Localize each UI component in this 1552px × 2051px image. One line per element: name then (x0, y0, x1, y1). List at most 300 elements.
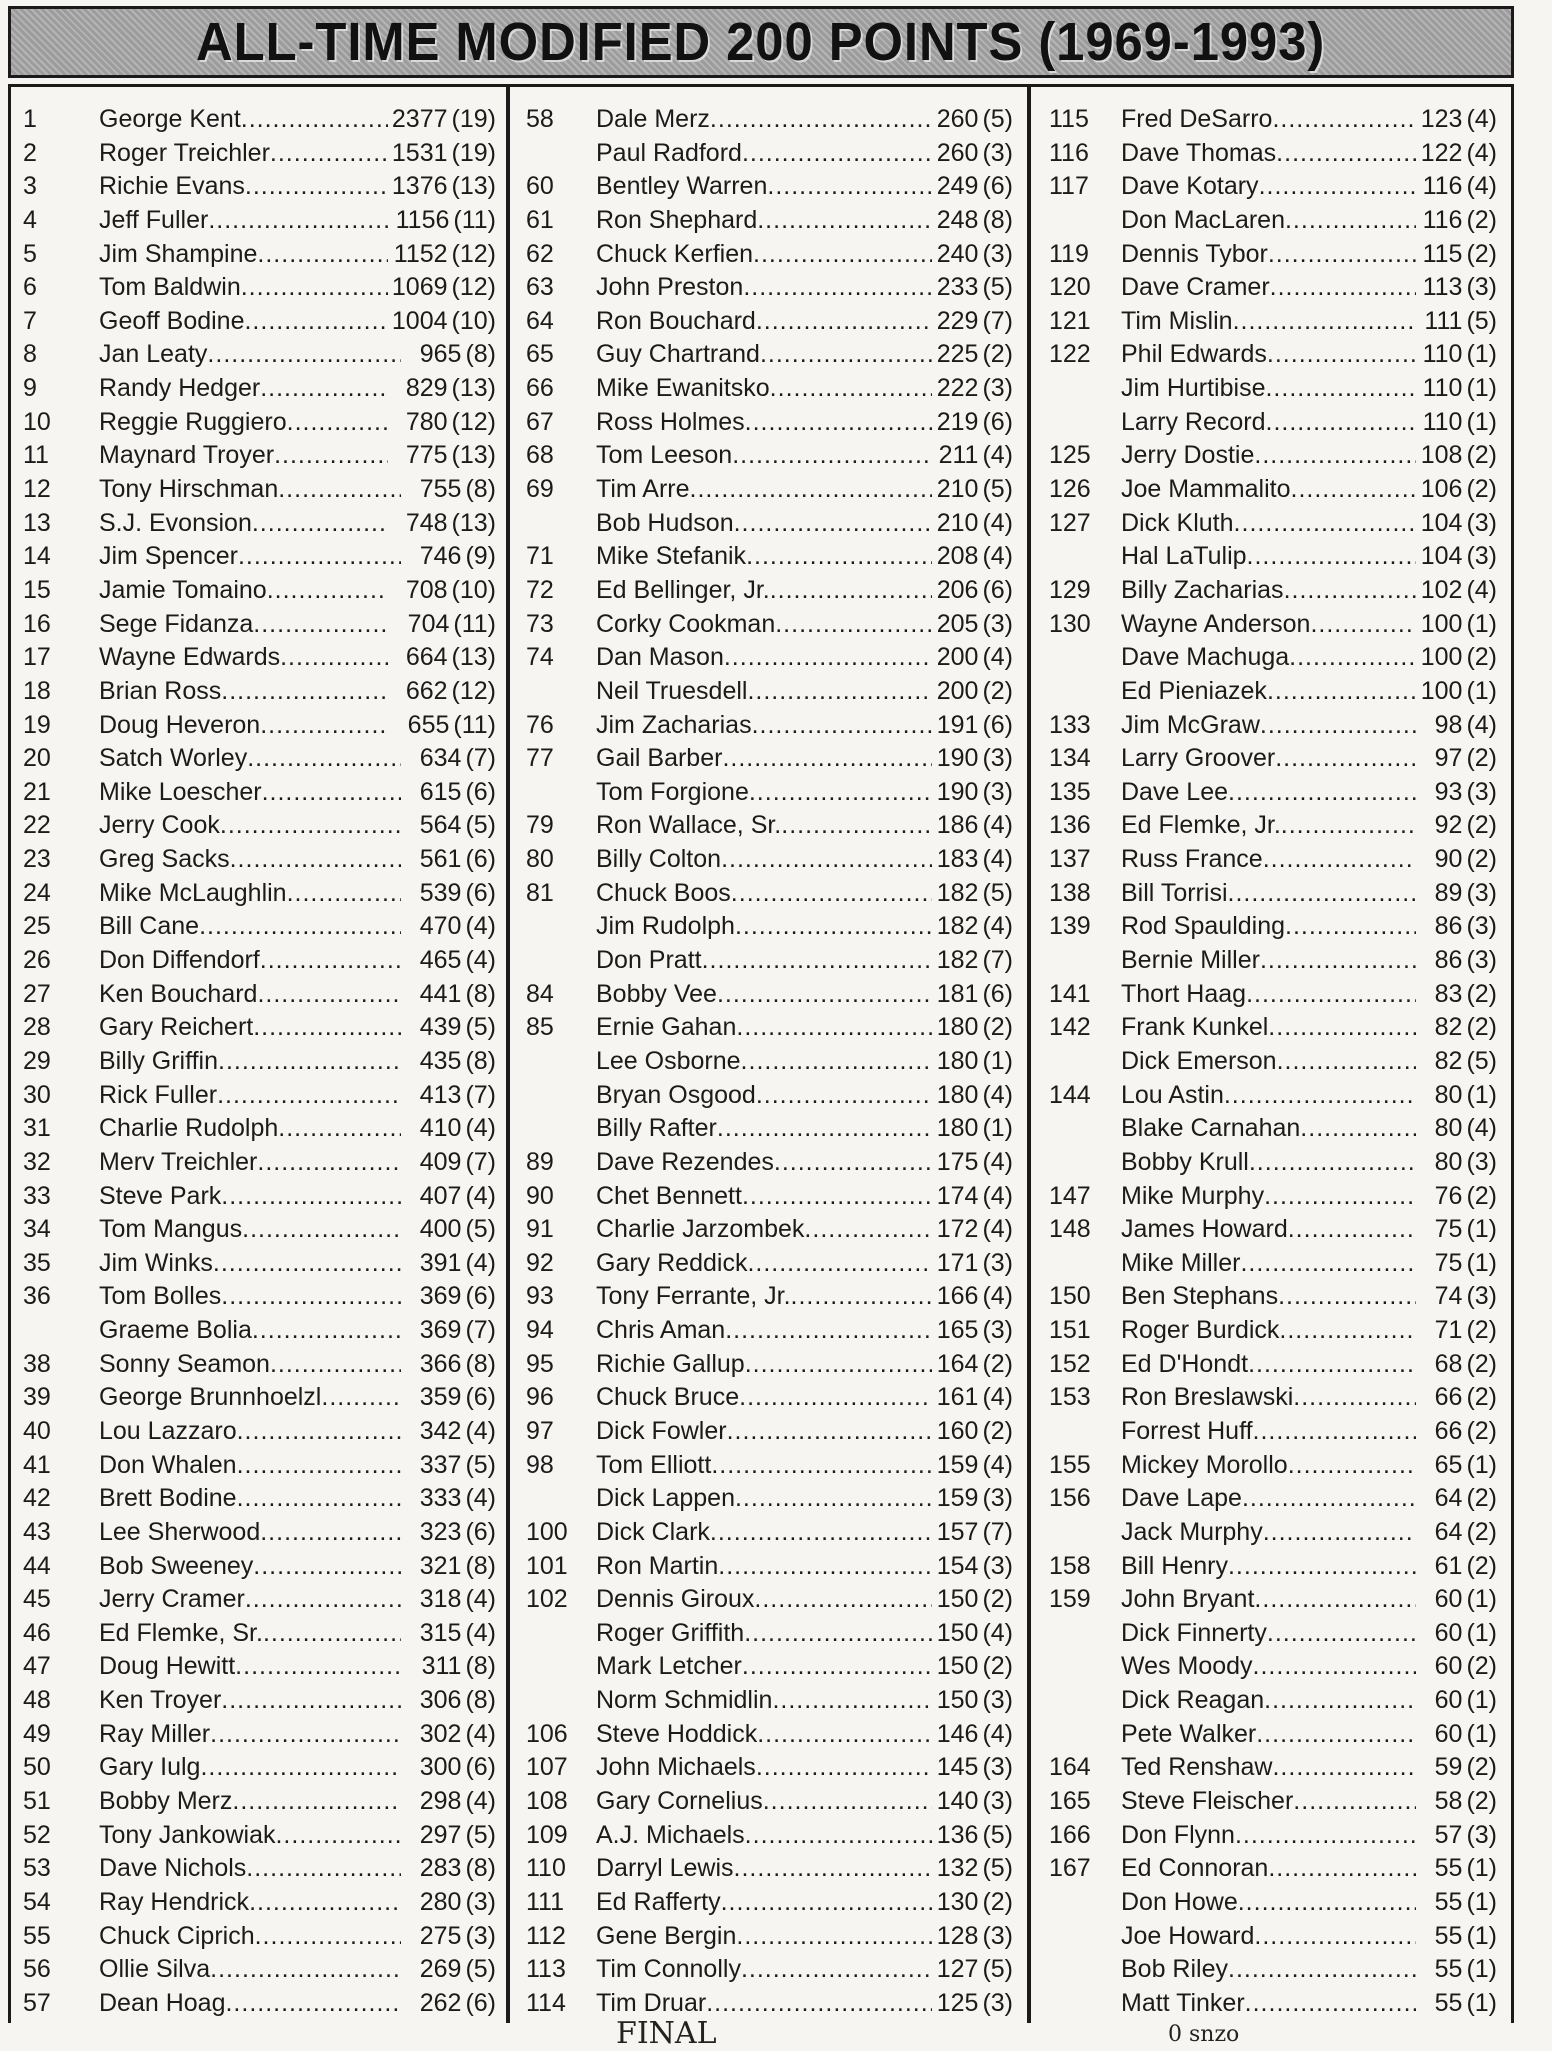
driver-name: Maynard Troyer (99, 441, 275, 470)
standings-row (1031, 1550, 1511, 1584)
points-value: 58 (1434, 1787, 1463, 1816)
seasons-count: (13) (451, 441, 496, 470)
dot-leader (747, 675, 932, 708)
standings-row (11, 137, 506, 171)
points-value: 615 (419, 777, 462, 806)
seasons-count: (7) (465, 1316, 496, 1345)
driver-name: Tony Ferrante, Jr. (596, 1282, 791, 1311)
standings-row (11, 1819, 506, 1853)
points-value: 369 (419, 1316, 462, 1345)
dot-leader (255, 1920, 402, 1953)
standings-row (11, 1583, 506, 1617)
standings-row (11, 103, 506, 137)
standings-row (510, 1751, 1027, 1785)
standings-row (1031, 1886, 1511, 1920)
driver-name: Rick Fuller (99, 1080, 218, 1109)
dot-leader (1293, 1785, 1416, 1818)
driver-name: Tim Connolly (596, 1955, 741, 1984)
dot-leader (1268, 238, 1417, 271)
dot-leader (1289, 641, 1416, 674)
seasons-count: (19) (451, 138, 496, 167)
standings-row (11, 1112, 506, 1146)
seasons-count: (2) (1466, 1349, 1497, 1378)
dot-leader (237, 1449, 402, 1482)
standings-row (11, 978, 506, 1012)
rank: 127 (1049, 508, 1091, 537)
driver-name: Don Whalen (99, 1450, 237, 1479)
driver-name: Gene Bergin (596, 1921, 737, 1950)
driver-name: Geoff Bodine (99, 306, 245, 335)
points-value: 100 (1420, 643, 1463, 672)
driver-name: Dick Emerson (1121, 1046, 1277, 1075)
rank: 66 (526, 374, 554, 403)
rank: 69 (526, 475, 554, 504)
rank: 151 (1049, 1316, 1091, 1345)
points-value: 60 (1434, 1585, 1463, 1614)
driver-name: Chris Aman (596, 1316, 726, 1345)
points-value: 68 (1434, 1349, 1463, 1378)
seasons-count: (10) (451, 575, 496, 604)
driver-name: Tony Jankowiak (99, 1820, 276, 1849)
seasons-count: (2) (1466, 811, 1497, 840)
rank: 26 (23, 946, 51, 975)
rank: 50 (23, 1753, 51, 1782)
driver-name: Mike Ewanitsko (596, 374, 770, 403)
rank: 51 (23, 1787, 51, 1816)
seasons-count: (3) (1466, 878, 1497, 907)
points-value: 400 (419, 1215, 462, 1244)
seasons-count: (6) (982, 575, 1013, 604)
standings-row (510, 843, 1027, 877)
driver-name: Tom Mangus (99, 1215, 243, 1244)
points-value: 123 (1420, 105, 1463, 133)
seasons-count: (2) (1466, 1652, 1497, 1681)
dot-leader (1268, 1011, 1416, 1044)
points-value: 130 (936, 1887, 979, 1916)
standings-row (11, 204, 506, 238)
dot-leader (1293, 1381, 1416, 1414)
standings-row (1031, 574, 1511, 608)
dot-leader (246, 1852, 401, 1885)
rank: 164 (1049, 1753, 1091, 1782)
driver-name: Ken Bouchard (99, 979, 258, 1008)
points-value: 564 (419, 811, 462, 840)
points-value: 337 (419, 1450, 462, 1479)
seasons-count: (10) (451, 306, 496, 335)
driver-name: Fred DeSarro (1121, 105, 1273, 133)
rank: 61 (526, 205, 554, 234)
dot-leader (1281, 809, 1417, 842)
seasons-count: (6) (982, 172, 1013, 201)
standings-row (11, 1718, 506, 1752)
standings-row (11, 1314, 506, 1348)
standings-row (11, 271, 506, 305)
standings-row (11, 1045, 506, 1079)
seasons-count: (2) (982, 1585, 1013, 1614)
rank: 90 (526, 1181, 554, 1210)
rank: 1 (23, 105, 37, 133)
standings-row (11, 473, 506, 507)
seasons-count: (1) (1466, 1988, 1497, 2017)
dot-leader (274, 439, 387, 472)
driver-name: Greg Sacks (99, 845, 230, 874)
points-value: 470 (419, 912, 462, 941)
rank: 81 (526, 878, 554, 907)
rank: 30 (23, 1080, 51, 1109)
rank: 5 (23, 239, 37, 268)
rank: 16 (23, 609, 51, 638)
points-value: 159 (936, 1450, 979, 1479)
standings-row (510, 1516, 1027, 1550)
points-value: 409 (419, 1147, 462, 1176)
dot-leader (735, 910, 932, 943)
seasons-count: (4) (1466, 105, 1497, 133)
standings-row (510, 204, 1027, 238)
points-value: 359 (419, 1383, 462, 1412)
seasons-count: (4) (465, 912, 496, 941)
driver-name: Tom Baldwin (99, 273, 241, 302)
seasons-count: (1) (1466, 374, 1497, 403)
points-value: 561 (419, 845, 462, 874)
driver-name: Ernie Gahan (596, 1013, 737, 1042)
dot-leader (741, 1953, 932, 1986)
points-value: 300 (419, 1753, 462, 1782)
rank: 46 (23, 1618, 51, 1647)
dot-leader (1263, 1516, 1417, 1549)
driver-name: Jim Winks (99, 1248, 213, 1277)
seasons-count: (3) (1466, 508, 1497, 537)
driver-name: Jeff Fuller (99, 205, 209, 234)
standings-row (510, 1045, 1027, 1079)
points-value: 465 (419, 946, 462, 975)
driver-name: Tom Forgione (596, 777, 749, 806)
points-value: 164 (936, 1349, 979, 1378)
rank: 53 (23, 1854, 51, 1883)
seasons-count: (8) (465, 340, 496, 369)
seasons-count: (4) (982, 1719, 1013, 1748)
dot-leader (263, 1617, 401, 1650)
seasons-count: (5) (982, 273, 1013, 302)
dot-leader (1228, 776, 1416, 809)
seasons-count: (2) (982, 1013, 1013, 1042)
rank: 102 (526, 1585, 568, 1614)
dot-leader (721, 843, 932, 876)
dot-leader (1288, 1449, 1417, 1482)
dot-leader (1234, 507, 1417, 540)
points-value: 407 (419, 1181, 462, 1210)
rank: 165 (1049, 1787, 1091, 1816)
driver-name: Jerry Cook (99, 811, 220, 840)
seasons-count: (2) (982, 1416, 1013, 1445)
points-value: 775 (405, 441, 448, 470)
seasons-count: (3) (982, 777, 1013, 806)
dot-leader (749, 776, 933, 809)
points-value: 260 (936, 105, 979, 133)
standings-row (11, 1482, 506, 1516)
points-value: 829 (405, 374, 448, 403)
dot-leader (247, 742, 401, 775)
driver-name: George Kent (99, 105, 241, 133)
seasons-count: (4) (982, 811, 1013, 840)
driver-name: Mark Letcher (596, 1652, 742, 1681)
rank: 57 (23, 1988, 51, 2017)
rank: 116 (1049, 138, 1089, 167)
seasons-count: (2) (1466, 1484, 1497, 1513)
seasons-count: (1) (1466, 1955, 1497, 1984)
seasons-count: (2) (1466, 1416, 1497, 1445)
driver-name: Richie Gallup (596, 1349, 745, 1378)
points-value: 435 (419, 1046, 462, 1075)
dot-leader (237, 1415, 402, 1448)
points-value: 280 (419, 1887, 462, 1916)
points-value: 106 (1420, 475, 1463, 504)
rank: 89 (526, 1147, 554, 1176)
points-value: 86 (1434, 946, 1463, 975)
standings-row (1031, 473, 1511, 507)
dot-leader (742, 137, 933, 170)
points-value: 80 (1434, 1080, 1463, 1109)
driver-name: Tom Elliott (596, 1450, 712, 1479)
driver-name: Bill Cane (99, 912, 200, 941)
points-value: 122 (1420, 138, 1463, 167)
dot-leader (1291, 473, 1417, 506)
rank: 27 (23, 979, 51, 1008)
points-value: 439 (419, 1013, 462, 1042)
rank: 129 (1049, 575, 1091, 604)
points-value: 80 (1434, 1114, 1463, 1143)
dot-leader (1247, 540, 1417, 573)
driver-name: Brian Ross (99, 676, 222, 705)
driver-name: Bentley Warren (596, 172, 768, 201)
rank: 138 (1049, 878, 1091, 907)
standings-row (11, 910, 506, 944)
rank: 120 (1049, 273, 1091, 302)
points-value: 86 (1434, 912, 1463, 941)
seasons-count: (4) (982, 441, 1013, 470)
dot-leader (257, 238, 387, 271)
rank: 76 (526, 710, 554, 739)
driver-name: Don Pratt (596, 946, 702, 975)
standings-row (510, 1886, 1027, 1920)
seasons-count: (2) (1466, 1787, 1497, 1816)
points-value: 180 (936, 1013, 979, 1042)
driver-name: Ken Troyer (99, 1686, 222, 1715)
rank: 44 (23, 1551, 51, 1580)
rank: 94 (526, 1316, 554, 1345)
driver-name: John Preston (596, 273, 744, 302)
dot-leader (252, 1314, 402, 1347)
standings-row (1031, 1617, 1511, 1651)
points-value: 140 (936, 1787, 979, 1816)
page-title: ALL-TIME MODIFIED 200 POINTS (1969-1993) (196, 12, 1326, 72)
rank: 2 (23, 138, 37, 167)
dot-leader (217, 1079, 401, 1112)
rank: 15 (23, 575, 51, 604)
seasons-count: (3) (982, 1988, 1013, 2017)
standings-row (510, 238, 1027, 272)
seasons-count: (4) (982, 1383, 1013, 1412)
rank: 135 (1049, 777, 1091, 806)
standings-row (510, 1314, 1027, 1348)
dot-leader (1264, 1180, 1416, 1213)
driver-name: Billy Zacharias (1121, 575, 1284, 604)
points-value: 98 (1434, 710, 1463, 739)
seasons-count: (2) (1466, 845, 1497, 874)
driver-name: Bill Henry (1121, 1551, 1228, 1580)
seasons-count: (2) (1466, 239, 1497, 268)
rank: 12 (23, 475, 51, 504)
points-value: 441 (419, 979, 462, 1008)
seasons-count: (3) (982, 1484, 1013, 1513)
dot-leader (1284, 574, 1417, 607)
driver-name: Neil Truesdell (596, 676, 748, 705)
points-value: 90 (1434, 845, 1463, 874)
dot-leader (253, 1550, 401, 1583)
standings-row (11, 1550, 506, 1584)
dot-leader (1245, 1987, 1417, 2020)
dot-leader (225, 1987, 401, 2020)
driver-name: Dennis Tybor (1121, 239, 1268, 268)
standings-row (1031, 1751, 1511, 1785)
standings-row (11, 608, 506, 642)
points-value: 75 (1434, 1248, 1463, 1277)
driver-name: Joe Mammalito (1121, 475, 1291, 504)
driver-name: Jerry Cramer (99, 1585, 245, 1614)
seasons-count: (4) (982, 1080, 1013, 1109)
seasons-count: (6) (982, 979, 1013, 1008)
rank: 111 (526, 1887, 565, 1916)
standings-row (1031, 641, 1511, 675)
dot-leader (763, 1785, 933, 1818)
column-1 (8, 87, 510, 2023)
driver-name: Gary Iulg (99, 1753, 201, 1782)
seasons-count: (4) (465, 946, 496, 975)
standings-row (510, 507, 1027, 541)
dot-leader (210, 1718, 401, 1751)
seasons-count: (2) (982, 1887, 1013, 1916)
seasons-count: (1) (982, 1114, 1013, 1143)
dot-leader (262, 776, 402, 809)
driver-name: Ron Martin (596, 1551, 719, 1580)
driver-name: Don Flynn (1121, 1820, 1235, 1849)
standings-row (1031, 271, 1511, 305)
dot-leader (221, 1180, 401, 1213)
rank: 74 (526, 643, 554, 672)
standings-row (11, 1348, 506, 1382)
standings-row (11, 338, 506, 372)
standings-row (1031, 675, 1511, 709)
dot-leader (220, 809, 402, 842)
points-value: 93 (1434, 777, 1463, 806)
driver-name: Steve Fleischer (1121, 1787, 1294, 1816)
standings-row (11, 877, 506, 911)
driver-name: Dick Reagan (1121, 1686, 1265, 1715)
points-value: 1156 (395, 205, 450, 234)
dot-leader (1224, 1079, 1417, 1112)
seasons-count: (4) (1466, 1114, 1497, 1143)
standings-row (1031, 742, 1511, 776)
seasons-count: (7) (982, 1517, 1013, 1546)
points-value: 60 (1434, 1652, 1463, 1681)
seasons-count: (2) (1466, 1551, 1497, 1580)
seasons-count: (1) (1466, 1719, 1497, 1748)
dot-leader (1240, 1247, 1416, 1280)
points-value: 321 (419, 1551, 462, 1580)
driver-name: Ed Pieniazek (1121, 676, 1267, 705)
seasons-count: (8) (465, 1046, 496, 1075)
seasons-count: (2) (982, 1652, 1013, 1681)
dot-leader (1265, 372, 1416, 405)
dot-leader (237, 1482, 402, 1515)
rank: 167 (1049, 1854, 1091, 1883)
dot-leader (774, 1146, 933, 1179)
standings-row (1031, 1987, 1511, 2021)
rank: 55 (23, 1921, 51, 1950)
dot-leader (287, 406, 388, 439)
seasons-count: (13) (451, 374, 496, 403)
seasons-count: (11) (453, 710, 496, 739)
seasons-count: (8) (465, 1652, 496, 1681)
dot-leader (770, 574, 933, 607)
rank: 80 (526, 845, 554, 874)
rank: 32 (23, 1147, 51, 1176)
standings-row (510, 776, 1027, 810)
rank: 60 (526, 172, 554, 201)
driver-name: Ron Bouchard (596, 306, 756, 335)
standings-row (1031, 1045, 1511, 1079)
points-value: 125 (936, 1988, 979, 2017)
points-value: 110 (1422, 407, 1463, 436)
driver-name: Ed Connoran (1121, 1854, 1269, 1883)
seasons-count: (1) (982, 1046, 1013, 1075)
dot-leader (199, 910, 401, 943)
rank: 65 (526, 340, 554, 369)
driver-name: Dave Kotary (1121, 172, 1259, 201)
seasons-count: (7) (982, 306, 1013, 335)
dot-leader (278, 473, 401, 506)
dot-leader (270, 137, 388, 170)
driver-name: Jim Rudolph (596, 912, 735, 941)
driver-name: Bill Torrisi (1121, 878, 1228, 907)
points-value: 104 (1420, 542, 1463, 571)
points-value: 100 (1420, 676, 1463, 705)
rank: 112 (526, 1921, 566, 1950)
driver-name: Tom Leeson (596, 441, 733, 470)
rank: 24 (23, 878, 51, 907)
points-value: 249 (936, 172, 979, 201)
standings-row (510, 1550, 1027, 1584)
driver-name: Tim Arre (596, 475, 690, 504)
points-value: 159 (936, 1484, 979, 1513)
seasons-count: (3) (1466, 912, 1497, 941)
dot-leader (757, 204, 932, 237)
standings-row (510, 1718, 1027, 1752)
driver-name: Ed Flemke, Jr. (1121, 811, 1281, 840)
seasons-count: (5) (982, 1820, 1013, 1849)
points-value: 150 (936, 1652, 979, 1681)
points-value: 1004 (391, 306, 448, 335)
points-value: 413 (419, 1080, 462, 1109)
points-value: 248 (936, 205, 979, 234)
driver-name: Dave Lape (1121, 1484, 1242, 1513)
points-value: 210 (936, 508, 979, 537)
standings-row (510, 1146, 1027, 1180)
driver-name: Graeme Bolia (99, 1316, 252, 1345)
driver-name: Jan Leaty (99, 340, 208, 369)
driver-name: Steve Park (99, 1181, 222, 1210)
points-value: 311 (421, 1652, 462, 1681)
seasons-count: (2) (1466, 441, 1497, 470)
